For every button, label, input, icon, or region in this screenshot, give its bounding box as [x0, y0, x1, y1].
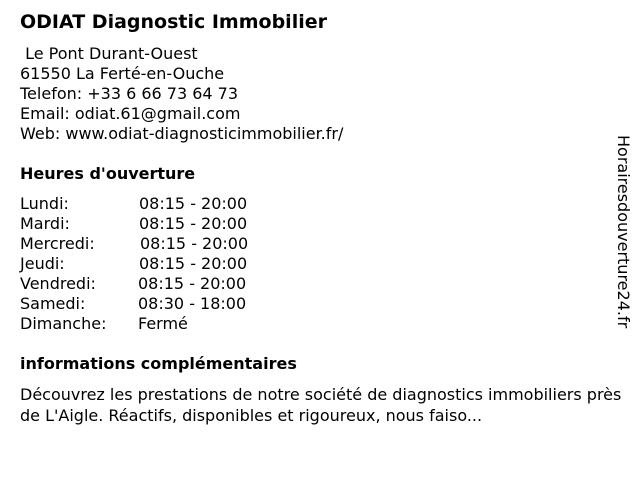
- web-line: Web: www.odiat-diagnosticimmobilier.fr/: [20, 124, 344, 143]
- day-label: Jeudi:: [20, 254, 65, 273]
- contact-block: [20, 44, 343, 144]
- time-value: Fermé: [138, 314, 188, 333]
- time-value: 08:15 - 20:00: [140, 234, 249, 253]
- business-name: ODIAT Diagnostic Immobilier: [20, 11, 327, 33]
- day-label: Mercredi:: [20, 234, 95, 253]
- day-label: Vendredi:: [20, 274, 96, 293]
- day-label: Mardi:: [20, 214, 70, 233]
- time-value: 08:15 - 20:00: [139, 254, 248, 273]
- time-value: 08:15 - 20:00: [138, 274, 247, 293]
- time-value: 08:15 - 20:00: [139, 194, 248, 213]
- day-label: Dimanche:: [20, 314, 107, 333]
- phone-line: Telefon: +33 6 66 73 64 73: [20, 84, 239, 103]
- site-watermark-label: Horairesdouverture24.fr: [614, 135, 633, 329]
- email-line: Email: odiat.61@gmail.com: [20, 104, 241, 123]
- day-label: Lundi:: [20, 194, 69, 213]
- time-value: 08:15 - 20:00: [139, 214, 248, 233]
- day-label: Samedi:: [20, 294, 86, 313]
- city-line: 61550 La Ferté-en-Ouche: [20, 64, 225, 83]
- info-heading: informations complémentaires: [20, 354, 297, 373]
- time-value: 08:30 - 18:00: [138, 294, 247, 313]
- address-line: Le Pont Durant-Ouest: [20, 44, 198, 63]
- hours-heading: Heures d'ouverture: [20, 164, 196, 183]
- info-description: Découvrez les prestations de notre société de diagnostics immobiliers près de L'Aigle. Réactifs, disponibles et rigoureux, nous faiso...: [20, 385, 622, 425]
